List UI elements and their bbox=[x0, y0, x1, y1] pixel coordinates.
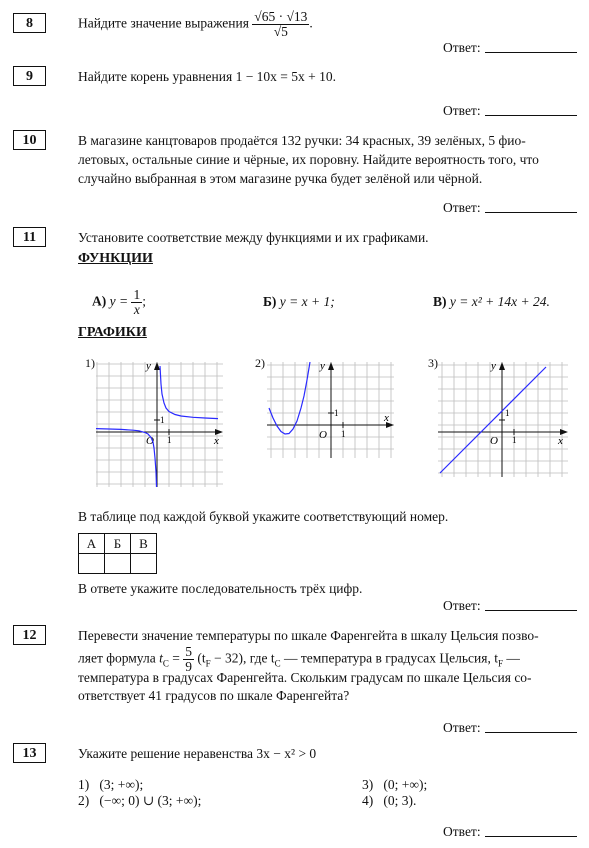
option-4: 4) (0; 3). bbox=[362, 793, 417, 808]
function-b-expr: y = x + 1; bbox=[279, 294, 335, 309]
answer-label-11: Ответ: bbox=[443, 598, 481, 613]
graph-3-y-one: 1 bbox=[505, 408, 510, 418]
answer-label-8: Ответ: bbox=[443, 40, 481, 55]
answer-label-9: Ответ: bbox=[443, 103, 481, 118]
answer-10 bbox=[443, 200, 583, 216]
answer-12 bbox=[443, 720, 583, 736]
graph-2-x-label: x bbox=[384, 412, 389, 424]
option-2: 2) (−∞; 0) ∪ (3; +∞); bbox=[78, 793, 202, 808]
graph-2-y-one: 1 bbox=[334, 408, 339, 418]
graph-3-x-label: x bbox=[558, 435, 563, 447]
answer-9 bbox=[443, 103, 583, 119]
graph-1-y-label: y bbox=[146, 362, 151, 372]
task-11-text: Установите соответствие между функциями и их графиками. bbox=[78, 230, 429, 245]
task-number-13: 13 bbox=[13, 743, 46, 763]
graph-3-y-arrow bbox=[499, 362, 505, 370]
graph-3-origin: O bbox=[490, 435, 498, 447]
function-a bbox=[92, 288, 146, 317]
task-8-statement bbox=[78, 10, 313, 39]
table-header-a: А bbox=[79, 534, 105, 554]
graph-1-y-arrow bbox=[154, 362, 160, 370]
answer-8 bbox=[443, 40, 583, 56]
answer-field-8[interactable] bbox=[485, 52, 577, 53]
option-1: 1) (3; +∞); bbox=[78, 777, 144, 792]
answer-field-9[interactable] bbox=[485, 115, 577, 116]
task-12-frac-den: 9 bbox=[185, 659, 192, 674]
graph-2-y-label: y bbox=[320, 362, 325, 372]
function-a-fraction bbox=[131, 288, 142, 317]
answer-label-13: Ответ: bbox=[443, 824, 481, 839]
answer-label-12: Ответ: bbox=[443, 720, 481, 735]
task-12-tf2-sub: F bbox=[497, 658, 503, 669]
answer-field-13[interactable] bbox=[485, 836, 577, 837]
table-cell-a[interactable] bbox=[79, 554, 105, 574]
task-12-text bbox=[78, 627, 578, 705]
option-3: 3) (0; +∞); bbox=[362, 777, 428, 792]
task-8-fraction bbox=[252, 10, 309, 39]
function-a-numerator: 1 bbox=[133, 287, 141, 302]
function-a-denominator: x bbox=[133, 302, 140, 317]
table-header-b: Б bbox=[105, 534, 131, 554]
task-12-tc: t bbox=[159, 650, 163, 666]
graph-3-label: 3) bbox=[428, 356, 438, 370]
answer-field-10[interactable] bbox=[485, 212, 577, 213]
task-8-numerator: √65 · √13 bbox=[254, 9, 308, 24]
task-12-line4: ответствует 41 градусов по шкале Фаренгейта? bbox=[78, 688, 350, 703]
graph-3-x-one: 1 bbox=[512, 435, 517, 445]
task-10-line2: летовых, остальные синие и чёрные, их поровну. Найдите вероятность того, что bbox=[78, 152, 539, 167]
graph-2-y-arrow bbox=[328, 362, 334, 370]
graph-1-x-label: x bbox=[214, 435, 219, 447]
function-c-label: В) bbox=[433, 294, 447, 309]
table-header-c: В bbox=[131, 534, 157, 554]
answer-label-10: Ответ: bbox=[443, 200, 481, 215]
answer-field-12[interactable] bbox=[485, 732, 577, 733]
task-12-line3: температура в градусах Фаренгейта. Скольким градусам по шкале Цельсия со- bbox=[78, 670, 532, 685]
graph-3-line bbox=[440, 367, 546, 473]
task-10-line3: случайно выбранная в этом магазине ручка будет зелёной или чёрной. bbox=[78, 171, 483, 186]
task-number-10: 10 bbox=[13, 130, 46, 150]
answer-13 bbox=[443, 824, 583, 840]
answer-field-11[interactable] bbox=[485, 610, 577, 611]
task-9-text: Найдите корень уравнения 1 − 10x = 5x + 10. bbox=[78, 69, 337, 84]
function-a-label: А) bbox=[92, 293, 107, 309]
task-12-dash: — bbox=[502, 650, 520, 666]
graph-1-x-one: 1 bbox=[167, 435, 172, 445]
task-8-denominator: √5 bbox=[273, 24, 288, 39]
graph-2 bbox=[267, 362, 394, 458]
graph-2-label: 2) bbox=[255, 356, 265, 370]
task-12-celsius-desc: — температура в градусах Цельсия, t bbox=[280, 650, 498, 666]
function-c bbox=[433, 294, 550, 310]
graph-2-x-one: 1 bbox=[341, 429, 346, 439]
task-12-line1: Перевести значение температуры по шкале Фаренгейта в шкалу Цельсия позво- bbox=[78, 628, 539, 643]
table-instruction: В таблице под каждой буквой укажите соответствующий номер. bbox=[78, 509, 449, 524]
table-cell-b[interactable] bbox=[105, 554, 131, 574]
function-c-expr: y = x² + 14x + 24. bbox=[449, 294, 550, 309]
table-cell-c[interactable] bbox=[131, 554, 157, 574]
task-number-11: 11 bbox=[13, 227, 46, 247]
task-10-line1: В магазине канцтоваров продаётся 132 ручки: 34 красных, 39 зелёных, 5 фио- bbox=[78, 133, 526, 148]
task-12-tc-sub: C bbox=[162, 658, 169, 669]
graph-1-label: 1) bbox=[85, 356, 95, 370]
graph-3-y-label: y bbox=[491, 362, 496, 372]
task-12-tc2-sub: C bbox=[274, 658, 281, 669]
task-13-text: Укажите решение неравенства 3x − x² > 0 bbox=[78, 746, 317, 761]
task-8-end: . bbox=[309, 15, 313, 31]
task-12-tf-sub: F bbox=[205, 658, 211, 669]
graph-1-origin: O bbox=[146, 435, 154, 447]
task-number-9: 9 bbox=[13, 66, 46, 86]
task-10-text bbox=[78, 131, 578, 188]
functions-heading: ФУНКЦИИ bbox=[78, 251, 153, 266]
graph-2-curve bbox=[269, 362, 310, 434]
task-12-line2: ляет формула $t_C$ = $\frac{5}{9}$ $(t_F - 32)$, где $t_C$ — температура в градусах Цельсия, $t_F$ — bbox=[78, 644, 520, 674]
graph-1 bbox=[96, 362, 223, 487]
task-number-12: 12 bbox=[13, 625, 46, 645]
graphs-heading: ГРАФИКИ bbox=[78, 325, 147, 340]
answer-table bbox=[78, 533, 157, 574]
function-b-label: Б) bbox=[263, 294, 277, 309]
graph-2-origin: O bbox=[319, 429, 327, 441]
graph-1-y-one: 1 bbox=[160, 415, 165, 425]
function-b bbox=[263, 294, 335, 310]
function-a-lhs: y = bbox=[109, 293, 129, 309]
task-12-frac-num: 5 bbox=[185, 644, 192, 659]
sequence-instruction: В ответе укажите последовательность трёх цифр. bbox=[78, 581, 363, 596]
task-12-minus32: − 32), где t bbox=[210, 650, 275, 666]
task-number-8: 8 bbox=[13, 13, 46, 33]
task-8-text: Найдите значение выражения bbox=[78, 15, 249, 31]
function-a-end: ; bbox=[142, 293, 146, 309]
task-12-paren-tf: (t bbox=[197, 650, 206, 666]
answer-11 bbox=[443, 598, 583, 614]
task-12-formula-intro: ляет формула bbox=[78, 650, 156, 666]
graph-3 bbox=[438, 362, 568, 477]
